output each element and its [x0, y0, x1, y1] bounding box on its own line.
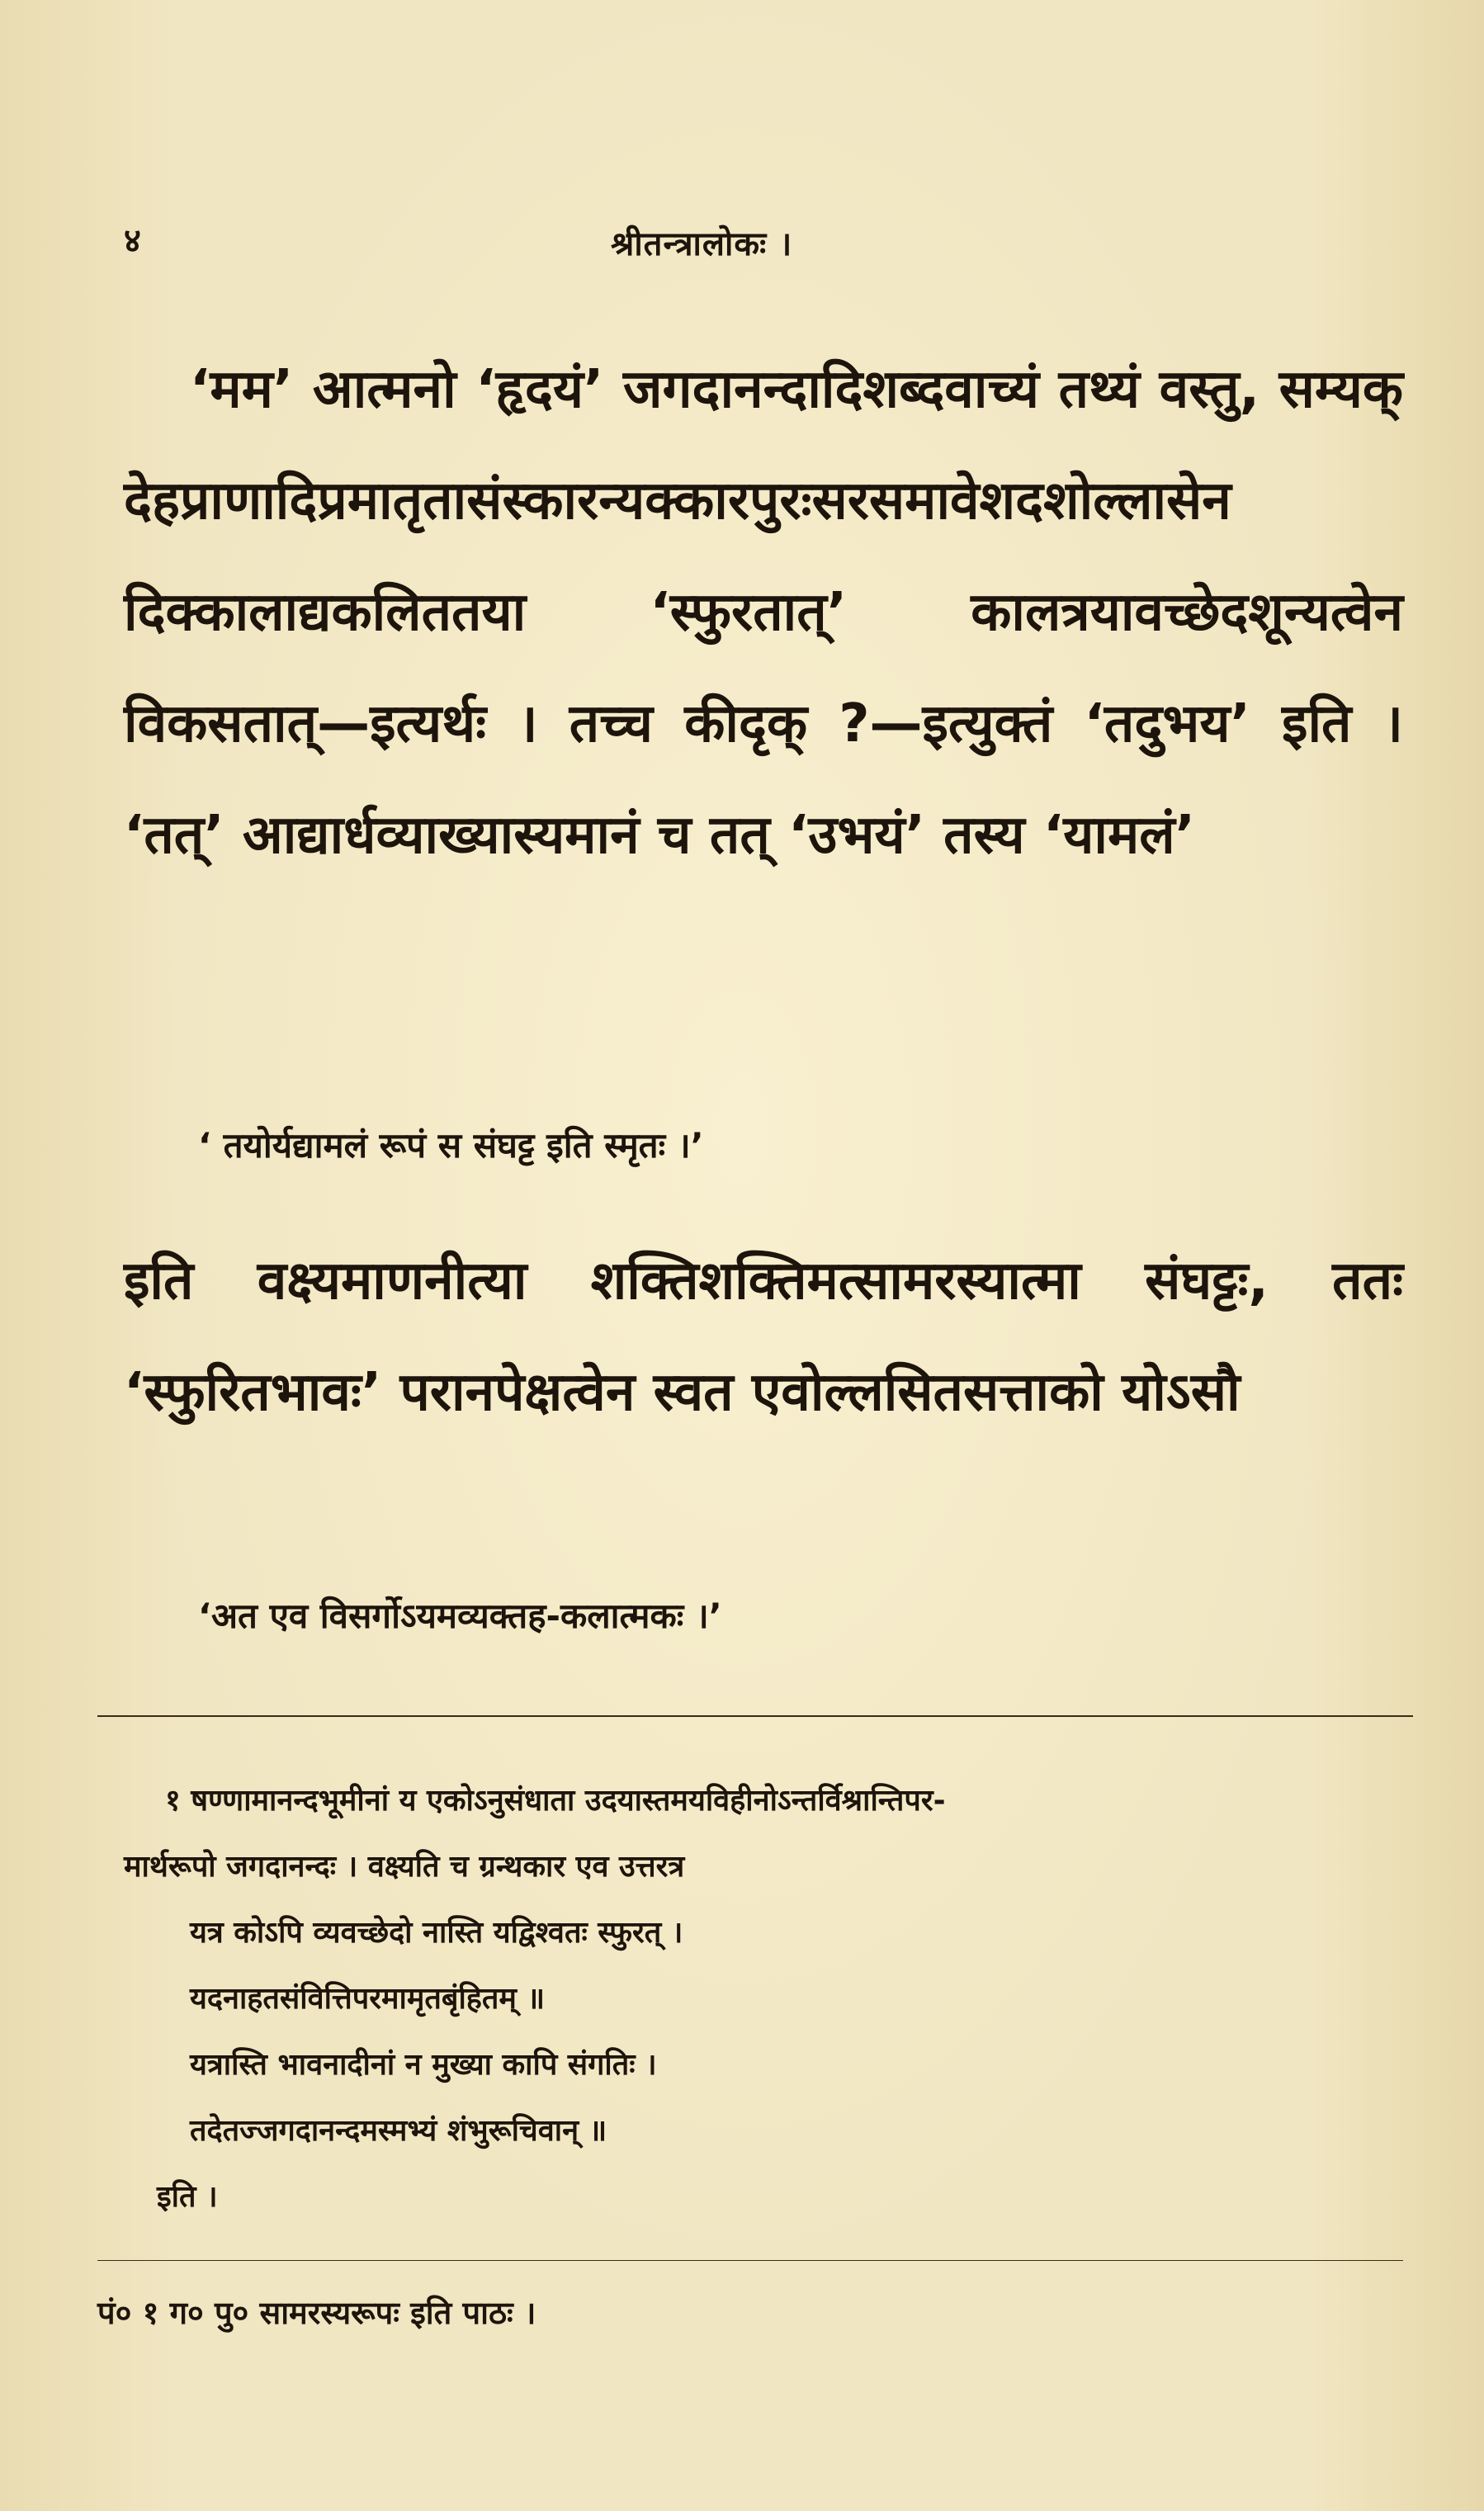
footnote-divider	[97, 1715, 1413, 1717]
footnote-verse-2: यदनाहतसंवित्तिपरमामृतबृंहितम् ॥	[190, 1982, 546, 2016]
footnote	[124, 1768, 1403, 2230]
footnote-verse-4: तदेतज्जगदानन्दमस्मभ्यं शंभुरूचिवान् ॥	[190, 2114, 607, 2148]
page-number: ४	[124, 222, 141, 260]
footnote-verse-1: यत्र कोऽपि व्यवच्छेदो नास्ति यद्विश्वतः स्फुरत् ।	[190, 1916, 683, 1950]
variant-reading-note: पं० १ ग० पु० सामरस्यरूपः इति पाठः ।	[97, 2295, 536, 2331]
running-title: श्रीतन्त्रालोकः ।	[611, 225, 793, 263]
footnote-line-2: मार्थरूपो जगदानन्दः । वक्ष्यति च ग्रन्थकार एव उत्तरत्र	[124, 1850, 685, 1884]
variant-divider	[97, 2260, 1403, 2261]
footnote-line-1: १ षण्णामानन्दभूमीनां य एकोऽनुसंधाता उदयास्तमयविहीनोऽन्तर्विश्रान्तिपर-	[165, 1784, 946, 1818]
commentary-paragraph-2: इति वक्ष्यमाणनीत्या शक्तिशक्तिमत्सामरस्यात्मा संघट्टः, ततः ‘स्फुरितभावः’ परानपेक्षत्वेन स्वत एवोल्लसितसत्ताको योऽसौ	[124, 1251, 1403, 1423]
quoted-verse-2: ‘अत एव विसर्गोऽयमव्यक्तह-कलात्मकः ।’	[198, 1596, 722, 1636]
quoted-verse-1: ‘ तयोर्यद्यामलं रूपं स संघट्ट इति स्मृतः ।’	[198, 1125, 704, 1166]
commentary-paragraph-1: ‘मम’ आत्मनो ‘हृदयं’ जगदानन्दादिशब्दवाच्यं तथ्यं वस्तु, सम्यक् देहप्राणादिप्रमातृतासंस्कारन्यक्कारपुरःसरसमावेशदशोल्लासेन दिक्कालाद्यकलिततया ‘स्फुरतात्’ कालत्रयावच्छेदशून्यत्वेन विकसतात्—इत्यर्थः । तच्च कीदृक् ?—इत्युक्तं ‘तदुभय’ इति । ‘तत्’ आद्यार्धव्याख्यास्यमानं च तत् ‘उभयं’ तस्य ‘यामलं’	[124, 359, 1403, 866]
footnote-verse-3: यत्रास्ति भावनादीनां न मुख्या कापि संगतिः ।	[190, 2048, 657, 2082]
page-header	[124, 216, 1403, 274]
commentary-paragraph-1-block	[124, 334, 1403, 891]
footnote-closing: इति ।	[157, 2180, 218, 2214]
